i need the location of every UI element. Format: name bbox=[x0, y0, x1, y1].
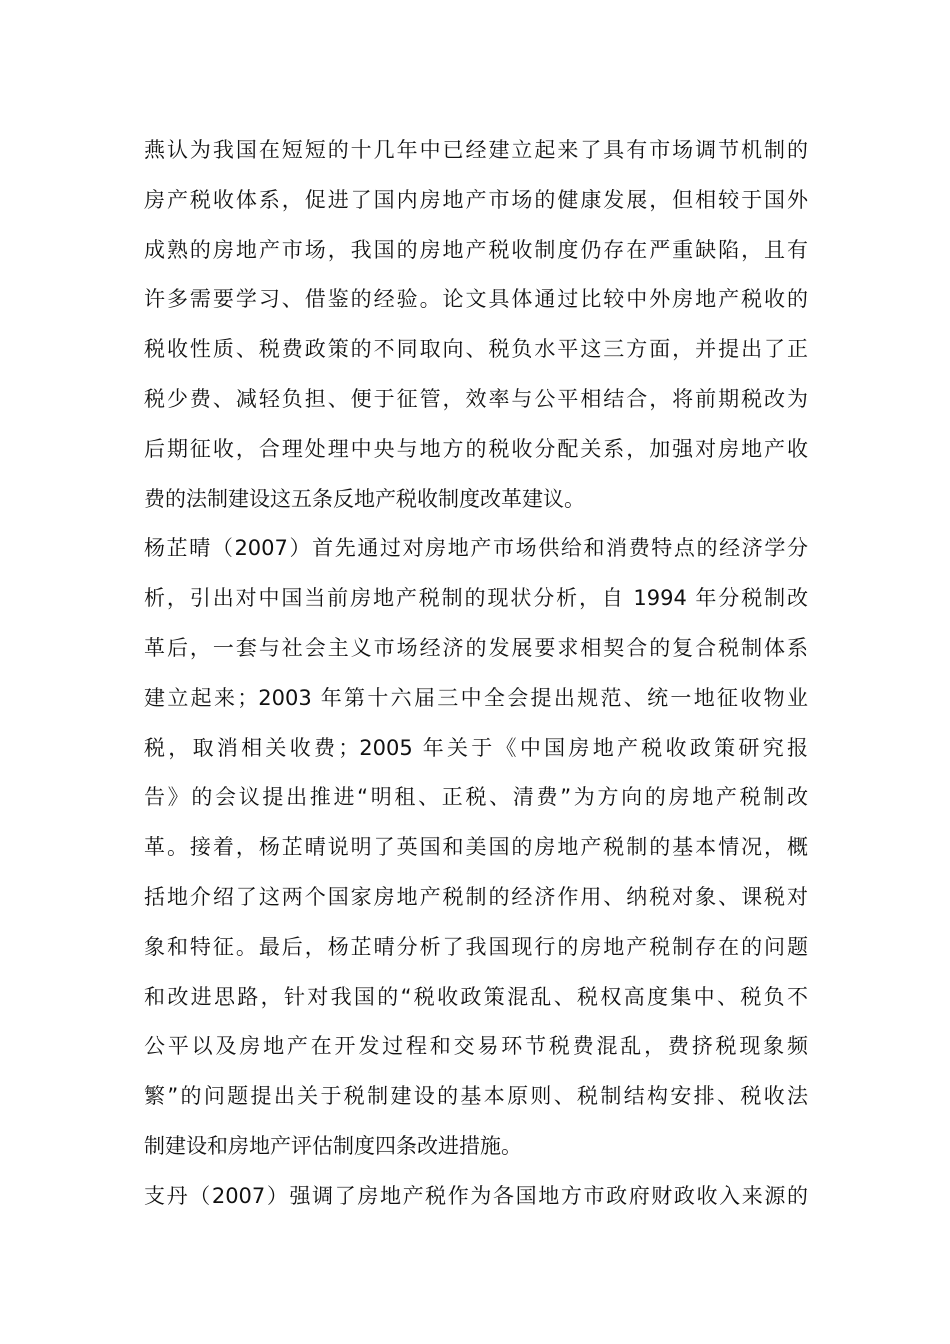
text-line: 房产税收体系，促进了国内房地产市场的健康发展，但相较于国外 bbox=[144, 187, 808, 212]
text-line: 革。接着，杨芷晴说明了英国和美国的房地产税制的基本情况，概 bbox=[144, 835, 808, 860]
text-line: 支丹（2007）强调了房地产税作为各国地方市政府财政收入来源的 bbox=[144, 1183, 808, 1208]
text-line: 括地介绍了这两个国家房地产税制的经济作用、纳税对象、课税对 bbox=[144, 884, 808, 909]
paragraph-3 bbox=[144, 1172, 808, 1222]
text-line: 成熟的房地产市场，我国的房地产税收制度仍存在严重缺陷，且有 bbox=[144, 237, 808, 262]
paragraph-1 bbox=[144, 126, 808, 524]
text-line: 后期征收，合理处理中央与地方的税收分配关系，加强对房地产收 bbox=[144, 436, 808, 461]
text-line: 制建设和房地产评估制度四条改进措施。 bbox=[144, 1133, 522, 1158]
text-line: 繁”的问题提出关于税制建设的基本原则、税制结构安排、税收法 bbox=[144, 1084, 808, 1109]
paragraph-2 bbox=[144, 524, 808, 1171]
text-line: 象和特征。最后，杨芷晴分析了我国现行的房地产税制存在的问题 bbox=[144, 934, 808, 959]
text-line: 税，取消相关收费；2005 年关于《中国房地产税收政策研究报 bbox=[144, 735, 808, 760]
text-line: 公平以及房地产在开发过程和交易环节税费混乱，费挤税现象频 bbox=[144, 1034, 808, 1059]
text-line: 革后，一套与社会主义市场经济的发展要求相契合的复合税制体系 bbox=[144, 635, 808, 660]
text-line: 告》的会议提出推进“明租、正税、清费”为方向的房地产税制改 bbox=[144, 785, 808, 810]
body-text bbox=[144, 126, 808, 1222]
text-line: 杨芷晴（2007）首先通过对房地产市场供给和消费特点的经济学分 bbox=[144, 536, 808, 561]
text-line: 建立起来；2003 年第十六届三中全会提出规范、统一地征收物业 bbox=[144, 685, 808, 710]
text-line: 燕认为我国在短短的十几年中已经建立起来了具有市场调节机制的 bbox=[144, 138, 808, 162]
text-line: 许多需要学习、借鉴的经验。论文具体通过比较中外房地产税收的 bbox=[144, 287, 808, 312]
text-line: 税少费、减轻负担、便于征管，效率与公平相结合，将前期税改为 bbox=[144, 386, 808, 411]
text-line: 析，引出对中国当前房地产税制的现状分析，自 1994 年分税制改 bbox=[144, 586, 808, 611]
text-line: 费的法制建设这五条反地产税收制度改革建议。 bbox=[144, 486, 585, 511]
text-line: 和改进思路，针对我国的“税收政策混乱、税权高度集中、税负不 bbox=[144, 984, 808, 1009]
text-line: 税收性质、税费政策的不同取向、税负水平这三方面，并提出了正 bbox=[144, 337, 808, 362]
